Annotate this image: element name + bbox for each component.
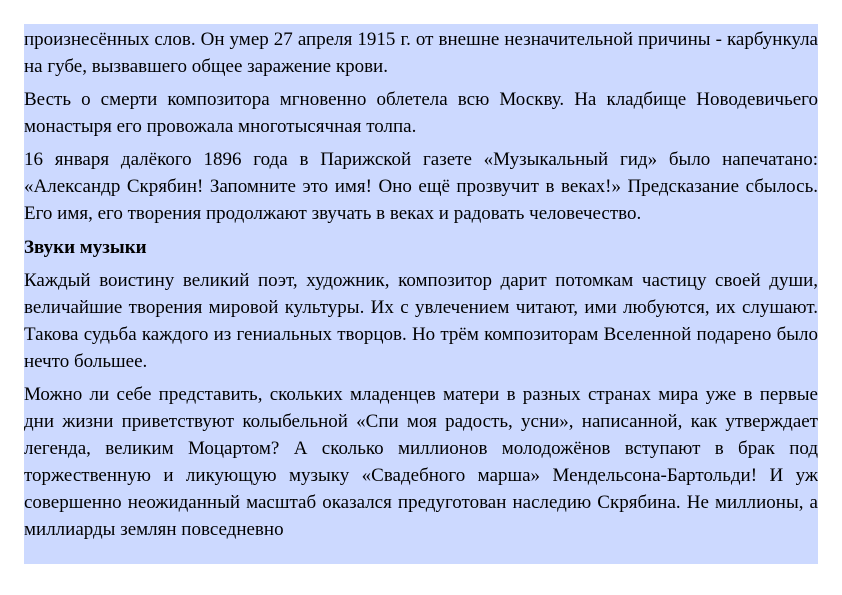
paragraph-lullaby: Можно ли себе представить, скольких младенцев матери в разных странах мира уже в первые дни жизни приветствуют колыбельной «Спи моя радость, усни», написанной, как утверждает легенда, великим Моцартом? А сколько миллионов молодожёнов вступают в брак под торжественную и ликующую музыку «Свадебного марша» Мендельсона-Бартольди! И уж совершенно неожиданный масштаб оказался предуготован наследию Скрябина. Не миллионы, а миллиарды землян повседневно (24, 384, 818, 540)
paragraph-death: произнесённых слов. Он умер 27 апреля 1915 г. от внешне незначительной причины - карбункула на губе, вызвавшего общее заражение крови. (24, 29, 818, 77)
paragraph-prediction: 16 января далёкого 1896 года в Парижской газете «Музыкальный гид» было напечатано: «Александр Скрябин! Запомните это имя! Оно ещё прозвучит в веках!» Предсказание сбылось. Его имя, его творения продолжают звучать в веках и радовать человечество. (24, 149, 818, 224)
document-content (24, 24, 818, 543)
document-page (24, 24, 818, 564)
paragraph-great-artists: Каждый воистину великий поэт, художник, композитор дарит потомкам частицу своей души, величайшие творения мировой культуры. Их с увлечением читают, ими любуются, их слушают. Такова судьба каждого из гениальных творцов. Но трём композиторам Вселенной подарено было нечто большее. (24, 270, 818, 372)
paragraph-funeral: Весть о смерти композитора мгновенно облетела всю Москву. На кладбище Новодевичьего монастыря его провожала многотысячная толпа. (24, 89, 818, 137)
section-heading: Звуки музыки (24, 237, 147, 258)
